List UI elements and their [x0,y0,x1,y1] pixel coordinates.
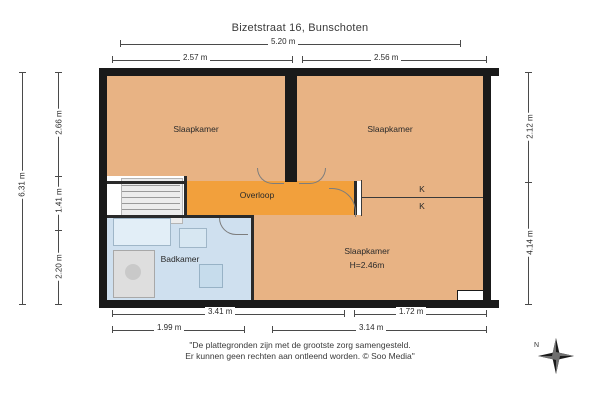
room-bedroom-lower-right [254,215,483,300]
floorplan-drawing [99,68,499,308]
interior-wall-stair-top [107,181,187,184]
dim-right-top-label: 2.12 m [525,114,535,139]
closet-label-lower: K [419,201,425,211]
dim-tick [19,304,26,305]
dim-left-outer-label: 6.31 m [17,172,27,197]
disclaimer-line-2: Er kunnen geen rechten aan ontleend worden. © Soo Media" [185,351,415,362]
sink-fixture [179,228,207,248]
closet-divider [361,197,483,198]
dim-tick [112,310,113,317]
closet-edge [361,180,362,216]
dim-top-right-label: 2.56 m [371,53,401,62]
bathtub-fixture [113,218,171,246]
room-label-bedroom-top-right: Slaapkamer [367,124,413,134]
interior-wall-stair-side [184,176,187,218]
interior-wall-vertical-top [285,76,297,182]
dim-top-left-label: 2.57 m [180,53,210,62]
toilet-fixture [199,264,223,288]
dim-tick [486,326,487,333]
dim-bottom-inner-right-label: 1.72 m [396,307,426,316]
compass-icon [536,336,576,376]
dim-tick [302,56,303,63]
drain-icon [125,264,141,280]
outer-wall-top [99,68,499,76]
dim-left-mid-label: 1.41 m [54,188,64,213]
room-label-badkamer: Badkamer [160,254,200,264]
compass-north-label: N [534,342,540,349]
dim-tick [354,310,355,317]
outer-wall-left [99,68,107,308]
dim-bottom-outer-right-label: 3.14 m [356,323,386,332]
outer-wall-bottom [99,300,499,308]
dim-right-bottom-label: 4.14 m [525,230,535,255]
dim-tick [112,326,113,333]
room-height-bedroom-lower-right: H=2.46m [349,260,385,270]
dim-tick [120,40,121,47]
interior-wall-bathroom-right [251,215,254,300]
room-label-bedroom-lower-right: Slaapkamer [344,246,390,256]
dim-tick [112,56,113,63]
dim-tick [460,40,461,47]
dim-tick [292,56,293,63]
dim-bottom-outer-left-label: 1.99 m [154,323,184,332]
dim-tick [272,326,273,333]
dim-left-bottom-label: 2.20 m [54,254,64,279]
outer-wall-right [483,68,491,308]
compass-rose [536,336,576,376]
dim-tick [486,310,487,317]
dim-tick [19,72,26,73]
dim-tick [55,72,62,73]
dim-tick [55,304,62,305]
dim-tick [525,304,532,305]
dim-bottom-inner-left-label: 3.41 m [205,307,235,316]
dim-tick [486,56,487,63]
disclaimer-line-1: "De plattegronden zijn met de grootste zorg samengesteld. [189,340,411,350]
dim-tick [525,72,532,73]
dim-tick [344,310,345,317]
dim-left-top-label: 2.66 m [54,110,64,135]
page-title: Bizetstraat 16, Bunschoten [231,22,369,34]
dim-top-total-label: 5.20 m [268,37,298,46]
room-label-bedroom-top-left: Slaapkamer [173,124,219,134]
dim-tick [244,326,245,333]
room-label-overloop: Overloop [239,190,275,200]
disclaimer [0,340,600,363]
closet-label-upper: K [419,184,425,194]
